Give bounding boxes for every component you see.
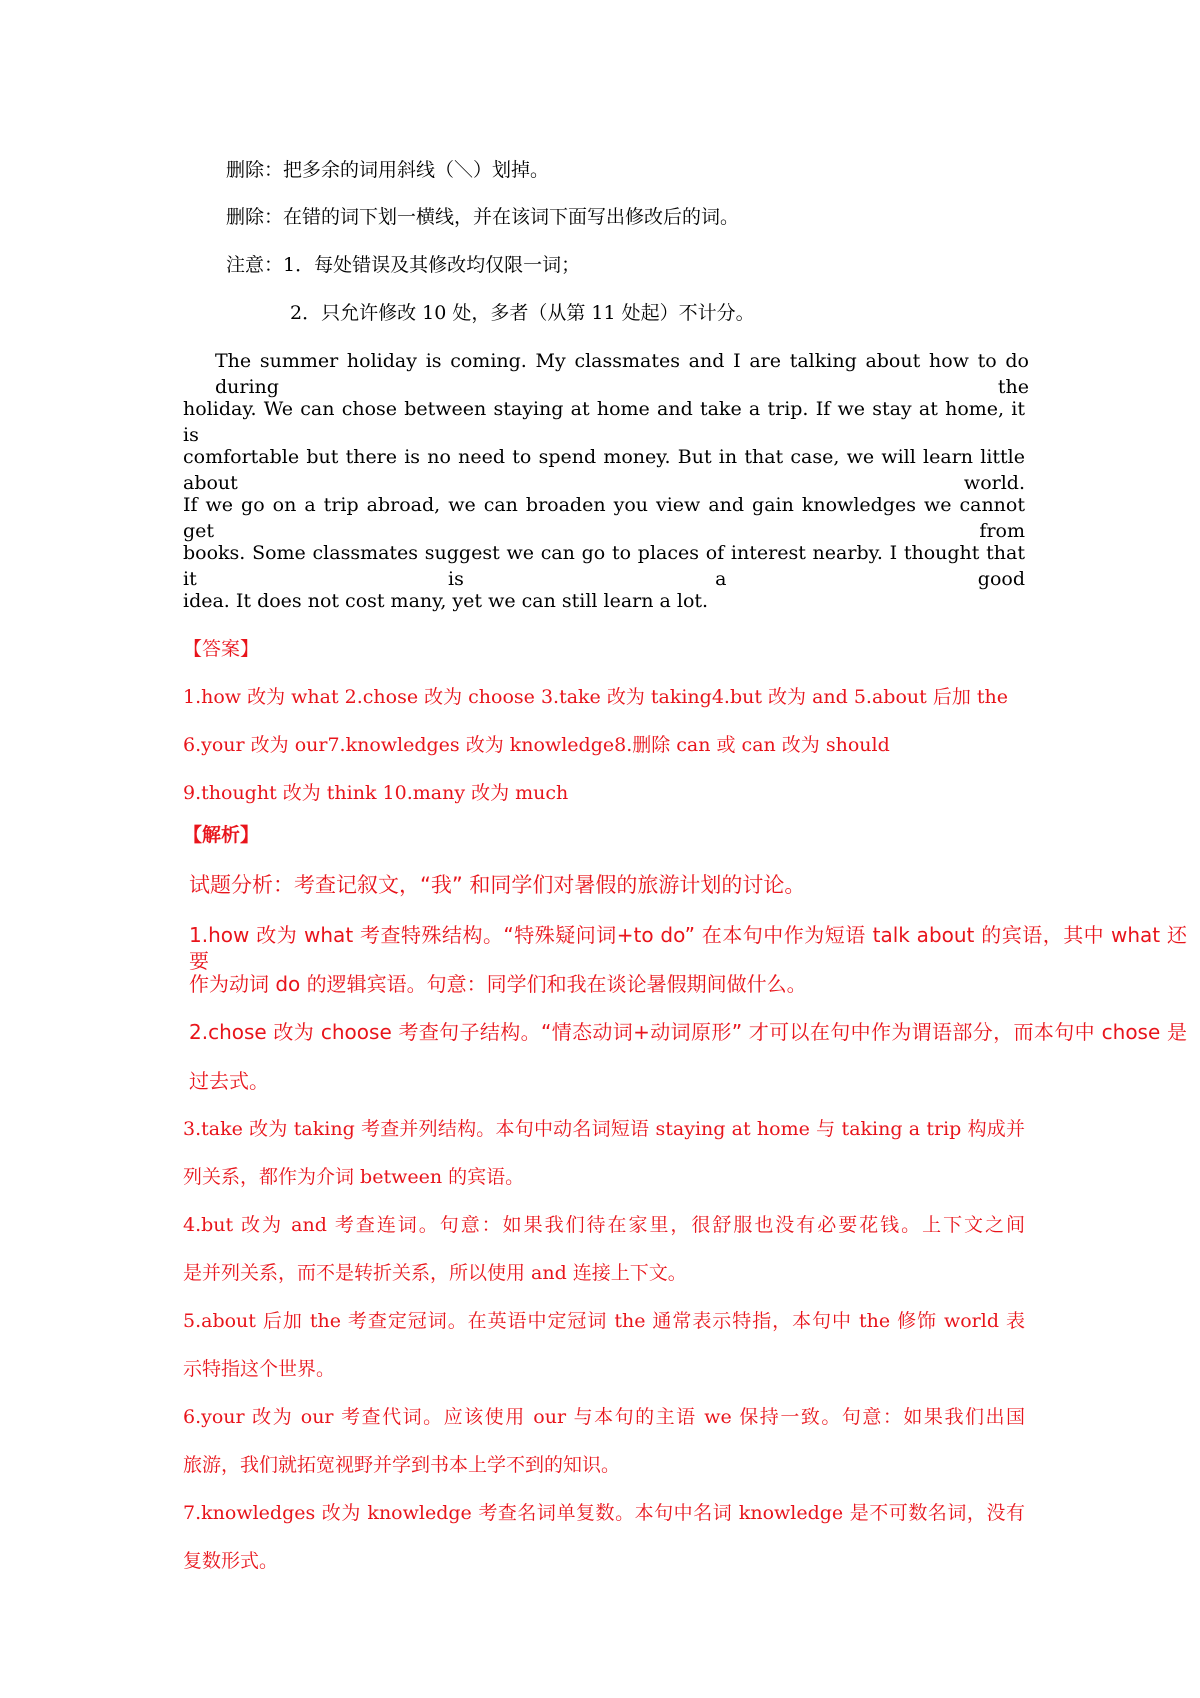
answer-line: 6.your 改为 our7.knowledges 改为 knowledge8.删除 can 或 can 改为 should — [183, 734, 890, 756]
passage-line: idea. It does not cost many, yet we can still learn a lot. — [183, 590, 709, 612]
passage-line: books. Some classmates suggest we can go to places of interest nearby. I thought that it is a good — [183, 542, 1025, 590]
answer-line: 9.thought 改为 think 10.many 改为 much — [183, 782, 569, 804]
passage-line: holiday. We can chose between staying at home and take a trip. If we stay at home, it is — [183, 398, 1025, 446]
passage-line: comfortable but there is no need to spend money. But in that case, we will learn little about world. — [183, 446, 1025, 494]
analysis-item-5-line-1: 5.about 后加 the 考查定冠词。在英语中定冠词 the 通常表示特指，本句中 the 修饰 world 表 — [183, 1310, 1025, 1332]
instruction-line-3: 注意：1．每处错误及其修改均仅限一词； — [226, 254, 581, 276]
analysis-heading: 【解析】 — [183, 824, 260, 846]
analysis-item-7-line-1: 7.knowledges 改为 knowledge 考查名词单复数。本句中名词 knowledge 是不可数名词，没有 — [183, 1502, 1025, 1524]
instruction-line-2: 删除：在错的词下划一横线，并在该词下面写出修改后的词。 — [226, 206, 740, 228]
answer-heading: 【答案】 — [183, 638, 260, 660]
analysis-item-3-line-1: 3.take 改为 taking 考查并列结构。本句中动名词短语 staying at home 与 taking a trip 构成并 — [183, 1118, 1025, 1140]
analysis-item-3-line-2: 列关系，都作为介词 between 的宾语。 — [183, 1166, 525, 1188]
analysis-item-1-line-1: 1.how 改为 what 考查特殊结构。“特殊疑问词+to do” 在本句中作为短语 talk about 的宾语，其中 what 还要 — [189, 923, 1187, 973]
instruction-line-4: 2．只允许修改 10 处，多者（从第 11 处起）不计分。 — [290, 302, 755, 324]
passage-line: The summer holiday is coming. My classmates and I are talking about how to do during the — [215, 350, 1029, 398]
analysis-intro: 试题分析：考查记叙文，“我” 和同学们对暑假的旅游计划的讨论。 — [189, 873, 806, 897]
analysis-item-6-line-1: 6.your 改为 our 考查代词。应该使用 our 与本句的主语 we 保持一致。句意：如果我们出国 — [183, 1406, 1025, 1428]
analysis-item-7-line-2: 复数形式。 — [183, 1550, 279, 1572]
instruction-line-1: 删除：把多余的词用斜线（＼）划掉。 — [226, 159, 550, 181]
passage-line: If we go on a trip abroad, we can broaden you view and gain knowledges we cannot get from — [183, 494, 1025, 542]
analysis-item-6-line-2: 旅游，我们就拓宽视野并学到书本上学不到的知识。 — [183, 1454, 621, 1476]
analysis-item-1-line-2: 作为动词 do 的逻辑宾语。句意：同学们和我在谈论暑假期间做什么。 — [189, 972, 807, 996]
analysis-item-2-line-1: 2.chose 改为 choose 考查句子结构。“情态动词+动词原形” 才可以在句中作为谓语部分，而本句中 chose 是 — [189, 1020, 1187, 1044]
analysis-item-4-line-1: 4.but 改为 and 考查连词。句意：如果我们待在家里，很舒服也没有必要花钱。上下文之间 — [183, 1214, 1025, 1236]
analysis-item-5-line-2: 示特指这个世界。 — [183, 1358, 336, 1380]
analysis-item-4-line-2: 是并列关系，而不是转折关系，所以使用 and 连接上下文。 — [183, 1262, 687, 1284]
answer-line: 1.how 改为 what 2.chose 改为 choose 3.take 改为 taking4.but 改为 and 5.about 后加 the — [183, 686, 1008, 708]
analysis-item-2-line-2: 过去式。 — [189, 1069, 269, 1093]
